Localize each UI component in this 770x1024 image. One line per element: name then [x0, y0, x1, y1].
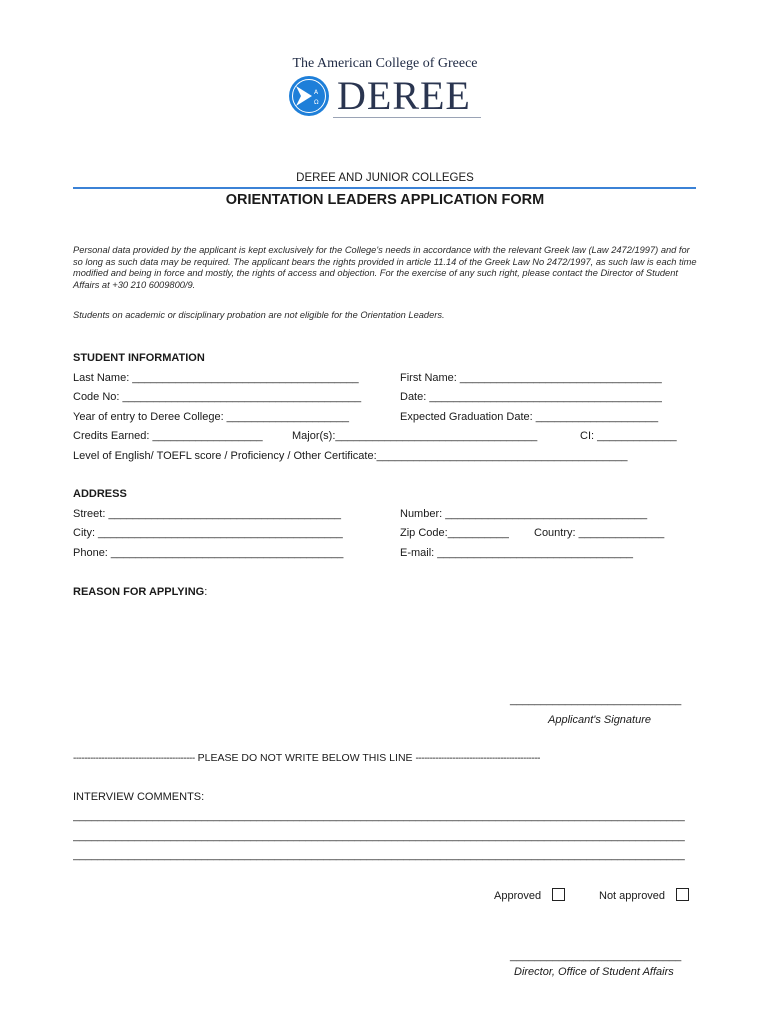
college-name: The American College of Greece	[292, 56, 478, 71]
reason-heading	[73, 586, 207, 598]
logo-wordmark: DEREE	[337, 73, 471, 118]
email-field[interactable]: E-mail: ________________________________	[400, 547, 634, 559]
number-field[interactable]: Number: _________________________________	[400, 508, 648, 520]
form-title: ORIENTATION LEADERS APPLICATION FORM	[225, 192, 545, 208]
first-name-field[interactable]: First Name: _________________________________	[400, 372, 662, 384]
majors-field[interactable]: Major(s):_________________________________	[292, 430, 538, 442]
header-divider	[73, 187, 696, 189]
not-approved-label: Not approved	[599, 890, 666, 902]
reason-heading-label: REASON FOR APPLYING	[73, 586, 205, 598]
date-field[interactable]: Date: ______________________________________	[400, 391, 662, 403]
street-field[interactable]: Street: ______________________________________	[73, 508, 341, 520]
interview-comment-line[interactable]: ____________________________________________________________________________________________________	[73, 830, 685, 842]
applicant-signature-line[interactable]: ____________________________	[510, 694, 682, 706]
reason-heading-colon: :	[204, 586, 208, 598]
english-level-field[interactable]: Level of English/ TOEFL score / Proficiency / Other Certificate:_________________________________________	[73, 450, 628, 462]
privacy-notice: Personal data provided by the applicant is kept exclusively for the College's needs in accordance with the relevant Greek law (Law 2472/1997) and for so long as such data may be required. The applicant bears the rights provided in article 11.14 of the Greek Law No 2472/1997, as such law is each time modified and being in force and mostly, the rights of access and objection. For the exercise of any such right, please contact the Director of Student Affairs at +30 210 6009800/9.	[73, 245, 697, 290]
divider-dashes-right: --------------------------------------------	[415, 753, 540, 764]
code-no-field[interactable]: Code No: _______________________________________	[73, 391, 362, 403]
approved-checkbox[interactable]	[552, 888, 565, 901]
divider-text: PLEASE DO NOT WRITE BELOW THIS LINE	[194, 752, 416, 764]
address-heading: ADDRESS	[73, 488, 127, 500]
director-signature-line[interactable]: ____________________________	[510, 950, 682, 962]
applicant-signature-label: Applicant's Signature	[548, 714, 651, 726]
approved-label: Approved	[494, 890, 542, 902]
last-name-field[interactable]: Last Name: _____________________________________	[73, 372, 359, 384]
student-info-heading: STUDENT INFORMATION	[73, 352, 205, 364]
eligibility-notice: Students on academic or disciplinary probation are not eligible for the Orientation Leaders.	[73, 310, 445, 320]
svg-text:A: A	[314, 89, 319, 96]
city-field[interactable]: City: ________________________________________	[73, 527, 343, 539]
logo-underline	[333, 117, 481, 118]
subheading: DEREE AND JUNIOR COLLEGES	[296, 172, 474, 184]
deree-logo	[287, 74, 471, 118]
interview-comment-line[interactable]: ____________________________________________________________________________________________________	[73, 810, 685, 822]
approved-option[interactable]	[494, 888, 565, 902]
do-not-write-divider	[73, 752, 540, 764]
credits-earned-field[interactable]: Credits Earned: __________________	[73, 430, 263, 442]
phone-field[interactable]: Phone: ______________________________________	[73, 547, 344, 559]
svg-text:Ω: Ω	[314, 99, 319, 106]
zip-code-field[interactable]: Zip Code:__________	[400, 527, 509, 539]
interview-comments-heading: INTERVIEW COMMENTS:	[73, 791, 205, 803]
not-approved-option[interactable]	[599, 888, 689, 902]
director-signature-label: Director, Office of Student Affairs	[514, 966, 674, 978]
deree-emblem-icon	[287, 74, 331, 118]
expected-graduation-field[interactable]: Expected Graduation Date: ____________________	[400, 411, 659, 423]
ci-field[interactable]: CI: _____________	[580, 430, 677, 442]
not-approved-checkbox[interactable]	[676, 888, 689, 901]
divider-dashes-left: -------------------------------------------	[73, 753, 195, 764]
reason-text-area[interactable]	[73, 605, 696, 690]
country-field[interactable]: Country: ______________	[534, 527, 665, 539]
interview-comment-line[interactable]: ____________________________________________________________________________________________________	[73, 849, 685, 861]
year-of-entry-field[interactable]: Year of entry to Deree College: ____________________	[73, 411, 350, 423]
